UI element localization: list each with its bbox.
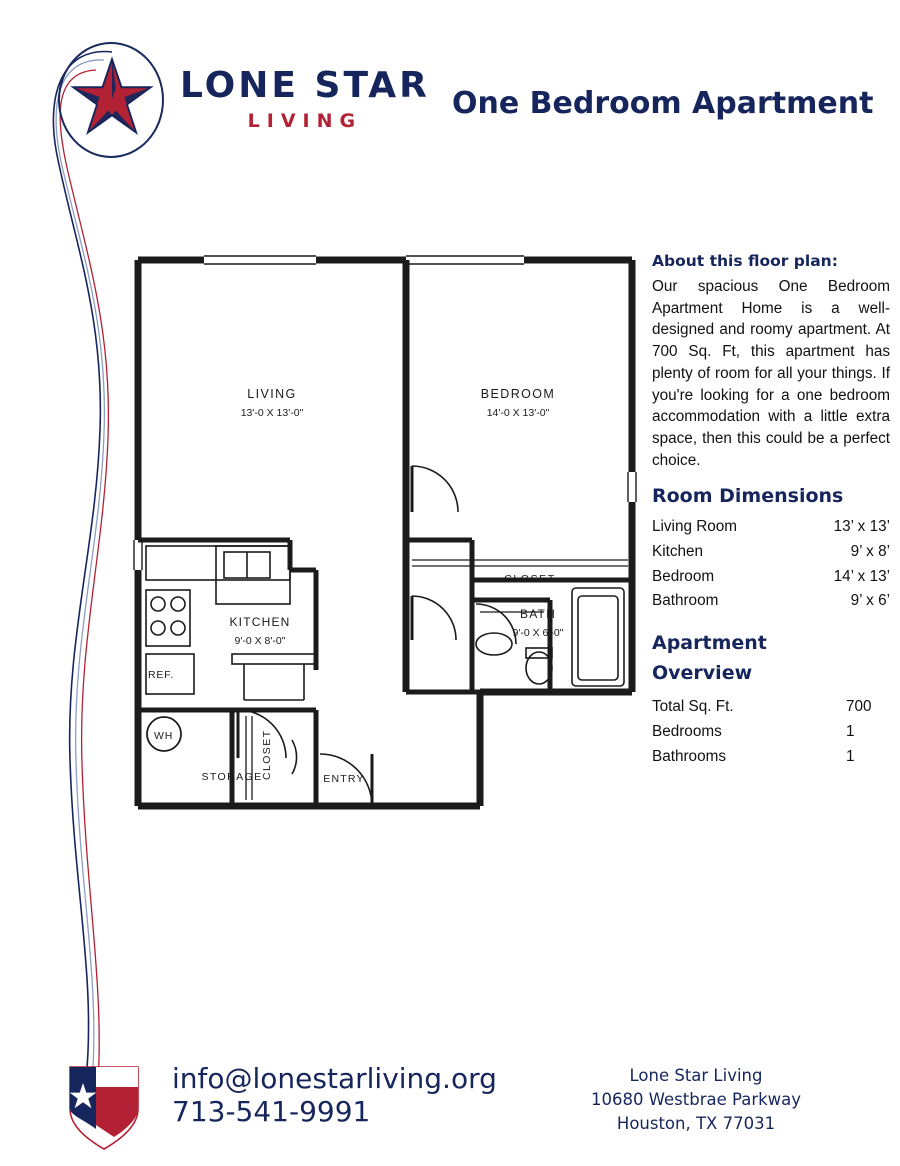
contact-phone[interactable]: 713-541-9991 xyxy=(172,1095,371,1129)
room-label-closet-bedroom: CLOSET xyxy=(504,573,556,585)
room-label-kitchen: KITCHEN xyxy=(229,615,291,629)
table-row xyxy=(652,565,890,590)
room-dimensions-section xyxy=(652,485,890,614)
row-value: 14’ x 13’ xyxy=(833,567,890,585)
row-label: Kitchen xyxy=(652,542,704,560)
room-label-refrigerator: REF. xyxy=(148,669,174,681)
info-column xyxy=(652,252,890,770)
room-dims-bath: 9'-0 X 6'-0" xyxy=(512,627,564,639)
page-header xyxy=(0,0,900,190)
room-dimensions-heading: Room Dimensions xyxy=(652,485,844,508)
page-title: One Bedroom Apartment xyxy=(452,86,874,121)
table-row xyxy=(652,515,890,540)
row-value: 700 xyxy=(846,697,872,715)
row-label: Living Room xyxy=(652,517,738,535)
city-state-zip: Houston, TX 77031 xyxy=(616,1113,776,1133)
overview-section xyxy=(652,632,890,769)
lone-star-logo-icon xyxy=(68,54,156,142)
room-dimensions-table xyxy=(652,515,890,615)
about-heading: About this floor plan: xyxy=(652,252,838,270)
row-value: 1 xyxy=(846,722,855,740)
room-dims-kitchen: 9'-0 X 8'-0" xyxy=(234,635,286,647)
table-row xyxy=(652,540,890,565)
room-dims-living: 13'-0 X 13'-0" xyxy=(240,407,304,419)
room-label-storage: STORAGE xyxy=(201,771,263,783)
row-label: Bathrooms xyxy=(652,747,726,765)
room-dims-bedroom: 14'-0 X 13'-0" xyxy=(486,407,550,419)
room-label-living: LIVING xyxy=(247,387,297,401)
floor-plan-drawing xyxy=(120,240,650,830)
row-label: Bedrooms xyxy=(652,722,722,740)
brand-name: LONE STAR xyxy=(180,65,430,106)
table-row xyxy=(652,745,890,770)
address-block xyxy=(556,1064,836,1136)
brand-tagline: LIVING xyxy=(247,110,363,132)
company-name: Lone Star Living xyxy=(629,1066,763,1085)
overview-heading-line2: Overview xyxy=(652,661,753,684)
room-label-bath: BATH xyxy=(520,607,556,621)
logo xyxy=(52,38,172,163)
about-section xyxy=(652,252,890,471)
page-footer xyxy=(0,1040,900,1166)
row-label: Bathroom xyxy=(652,592,719,610)
row-label: Bedroom xyxy=(652,567,715,585)
about-body: Our spacious One Bedroom Apartment Home is a well-designed and roomy apartment. At 700 Sq. Ft, this apartment has plenty of room for all your things. If you're looking for a one bedroom accommodation with a little extra space, then this could be a perfect choice. xyxy=(652,278,890,469)
room-label-closet-hall: CLOSET xyxy=(261,729,273,780)
room-label-water-heater: WH xyxy=(154,730,174,742)
room-label-entry: ENTRY xyxy=(323,773,365,785)
table-row xyxy=(652,695,890,720)
contact-email[interactable]: info@lonestarliving.org xyxy=(172,1062,497,1095)
overview-table xyxy=(652,695,890,770)
row-label: Total Sq. Ft. xyxy=(652,697,734,715)
room-label-bedroom: BEDROOM xyxy=(480,387,556,401)
overview-heading-line1: Apartment xyxy=(652,632,767,655)
table-row xyxy=(652,720,890,745)
row-value: 13’ x 13’ xyxy=(833,517,890,535)
row-value: 1 xyxy=(846,747,855,765)
brand-wordmark xyxy=(180,65,430,132)
row-value: 9’ x 8’ xyxy=(850,542,890,560)
contact-block xyxy=(172,1062,497,1128)
street-address: 10680 Westbrae Parkway xyxy=(590,1089,802,1109)
table-row xyxy=(652,589,890,614)
texas-flag-icon xyxy=(66,1065,142,1151)
row-value: 9’ x 6’ xyxy=(850,592,890,610)
